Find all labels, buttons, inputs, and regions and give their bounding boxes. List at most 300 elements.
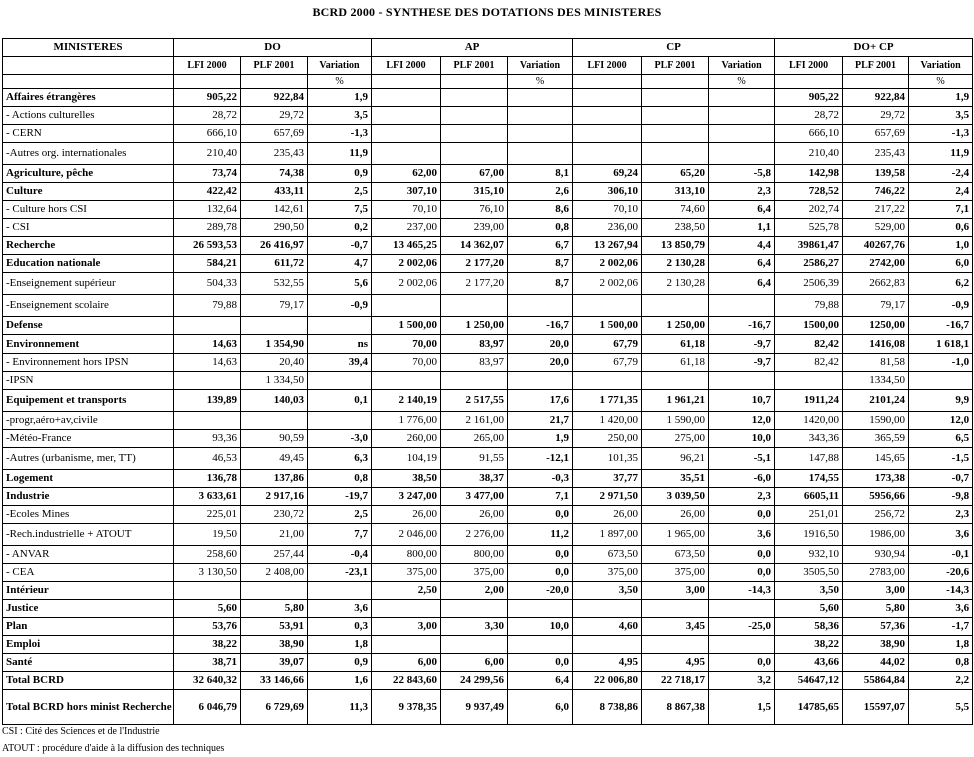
footnotes — [2, 723, 224, 757]
value-cell: 43,66 — [775, 654, 843, 672]
value-cell: 265,00 — [441, 430, 508, 448]
variation-cell: 3,2 — [709, 672, 775, 690]
value-cell: 19,50 — [174, 524, 241, 546]
variation-cell — [508, 125, 573, 143]
value-cell: 3,50 — [775, 582, 843, 600]
value-cell — [174, 412, 241, 430]
value-cell: 139,89 — [174, 390, 241, 412]
value-cell: 2 002,06 — [372, 255, 441, 273]
table-row — [3, 564, 973, 582]
variation-cell: 11,9 — [308, 143, 372, 165]
value-cell: 2 130,28 — [642, 255, 709, 273]
value-cell: 202,74 — [775, 201, 843, 219]
value-cell: 67,79 — [573, 335, 642, 354]
table-row — [3, 600, 973, 618]
value-cell: 91,55 — [441, 448, 508, 470]
variation-cell: -0,7 — [909, 470, 973, 488]
value-cell: 132,64 — [174, 201, 241, 219]
variation-cell: 1,6 — [308, 672, 372, 690]
value-cell: 258,60 — [174, 546, 241, 564]
value-cell: 1 771,35 — [573, 390, 642, 412]
value-cell: 3 633,61 — [174, 488, 241, 506]
pct-unit: % — [909, 75, 973, 89]
value-cell: 210,40 — [775, 143, 843, 165]
subheader-cell: LFI 2000 — [775, 57, 843, 75]
value-cell: 37,77 — [573, 470, 642, 488]
value-cell: 3,00 — [642, 582, 709, 600]
variation-cell: 7,1 — [508, 488, 573, 506]
value-cell: 46,53 — [174, 448, 241, 470]
value-cell — [372, 89, 441, 107]
value-cell: 1420,00 — [775, 412, 843, 430]
value-cell: 79,88 — [174, 295, 241, 317]
table-row — [3, 690, 973, 725]
value-cell: 3 039,50 — [642, 488, 709, 506]
value-cell — [441, 600, 508, 618]
value-cell: 83,97 — [441, 354, 508, 372]
value-cell: 5,80 — [843, 600, 909, 618]
value-cell: 1 897,00 — [573, 524, 642, 546]
variation-cell: 5,6 — [308, 273, 372, 295]
variation-cell: 2,6 — [508, 183, 573, 201]
subheader-cell: LFI 2000 — [573, 57, 642, 75]
pct-unit: % — [308, 75, 372, 89]
value-cell: 26 593,53 — [174, 237, 241, 255]
row-label: -IPSN — [3, 372, 174, 390]
value-cell: 3505,50 — [775, 564, 843, 582]
subheader-cell: Variation — [909, 57, 973, 75]
variation-cell: 6,0 — [909, 255, 973, 273]
row-label: Recherche — [3, 237, 174, 255]
value-cell: 1 500,00 — [372, 317, 441, 335]
table-row — [3, 237, 973, 255]
value-cell: 9 937,49 — [441, 690, 508, 725]
table-row — [3, 335, 973, 354]
value-cell: 33 146,66 — [241, 672, 308, 690]
variation-cell: 8,6 — [508, 201, 573, 219]
variation-cell: -0,9 — [308, 295, 372, 317]
table-row — [3, 672, 973, 690]
value-cell: 53,91 — [241, 618, 308, 636]
value-cell: 70,10 — [573, 201, 642, 219]
value-cell: 666,10 — [775, 125, 843, 143]
value-cell: 3,45 — [642, 618, 709, 636]
subheader-cell: Variation — [308, 57, 372, 75]
value-cell: 74,38 — [241, 165, 308, 183]
ministeres-header: MINISTERES — [3, 39, 174, 57]
table-row — [3, 295, 973, 317]
variation-cell: 3,5 — [308, 107, 372, 125]
table-row — [3, 582, 973, 600]
value-cell: 39861,47 — [775, 237, 843, 255]
value-cell — [372, 600, 441, 618]
variation-cell: 6,3 — [308, 448, 372, 470]
value-cell: 5,60 — [775, 600, 843, 618]
variation-cell: 7,7 — [308, 524, 372, 546]
value-cell: 83,97 — [441, 335, 508, 354]
variation-cell: 11,9 — [909, 143, 973, 165]
row-label: Intérieur — [3, 582, 174, 600]
variation-cell: -0,7 — [308, 237, 372, 255]
variation-cell: 10,0 — [508, 618, 573, 636]
value-cell: 225,01 — [174, 506, 241, 524]
variation-cell: 17,6 — [508, 390, 573, 412]
value-cell: 1416,08 — [843, 335, 909, 354]
value-cell — [441, 125, 508, 143]
variation-cell: 1,1 — [709, 219, 775, 237]
value-cell: 313,10 — [642, 183, 709, 201]
value-cell: 8 738,86 — [573, 690, 642, 725]
value-cell: 28,72 — [174, 107, 241, 125]
value-cell: 230,72 — [241, 506, 308, 524]
value-cell — [573, 107, 642, 125]
table-row — [3, 506, 973, 524]
value-cell — [642, 143, 709, 165]
value-cell: 81,58 — [843, 354, 909, 372]
row-label: Total BCRD hors minist Recherche — [3, 690, 174, 725]
row-label: -Autres org. internationales — [3, 143, 174, 165]
variation-cell: 6,4 — [709, 255, 775, 273]
value-cell: 21,00 — [241, 524, 308, 546]
value-cell: 104,19 — [372, 448, 441, 470]
value-cell: 2506,39 — [775, 273, 843, 295]
variation-cell: -23,1 — [308, 564, 372, 582]
variation-cell — [508, 600, 573, 618]
variation-cell — [508, 107, 573, 125]
pct-spacer — [372, 75, 441, 89]
table-row — [3, 430, 973, 448]
row-label: - Culture hors CSI — [3, 201, 174, 219]
value-cell: 932,10 — [775, 546, 843, 564]
value-cell: 1 334,50 — [241, 372, 308, 390]
value-cell: 2,50 — [372, 582, 441, 600]
row-label: -progr,aéro+av,civile — [3, 412, 174, 430]
subheader-cell: LFI 2000 — [372, 57, 441, 75]
value-cell — [372, 143, 441, 165]
row-label: -Rech.industrielle + ATOUT — [3, 524, 174, 546]
value-cell — [573, 372, 642, 390]
value-cell: 54647,12 — [775, 672, 843, 690]
variation-cell: 7,5 — [308, 201, 372, 219]
variation-cell: 2,3 — [709, 488, 775, 506]
value-cell: 35,51 — [642, 470, 709, 488]
variation-cell: 8,7 — [508, 273, 573, 295]
variation-cell: 2,2 — [909, 672, 973, 690]
table-row — [3, 488, 973, 506]
value-cell: 101,35 — [573, 448, 642, 470]
value-cell: 26 416,97 — [241, 237, 308, 255]
value-cell: 8 867,38 — [642, 690, 709, 725]
subheader-cell: Variation — [508, 57, 573, 75]
value-cell: 2 276,00 — [441, 524, 508, 546]
variation-cell: 1 618,1 — [909, 335, 973, 354]
value-cell: 32 640,32 — [174, 672, 241, 690]
value-cell — [441, 143, 508, 165]
value-cell — [441, 89, 508, 107]
value-cell: 2 408,00 — [241, 564, 308, 582]
subheader-cell: PLF 2001 — [843, 57, 909, 75]
variation-cell: 1,8 — [308, 636, 372, 654]
value-cell: 375,00 — [642, 564, 709, 582]
pct-spacer — [241, 75, 308, 89]
value-cell: 235,43 — [843, 143, 909, 165]
group-header-do: DO — [174, 39, 372, 57]
table-row — [3, 201, 973, 219]
value-cell: 237,00 — [372, 219, 441, 237]
row-label: Plan — [3, 618, 174, 636]
variation-cell — [709, 125, 775, 143]
variation-cell: -25,0 — [709, 618, 775, 636]
value-cell: 74,60 — [642, 201, 709, 219]
row-label: - Environnement hors IPSN — [3, 354, 174, 372]
variation-cell: 1,5 — [709, 690, 775, 725]
value-cell: 1 354,90 — [241, 335, 308, 354]
variation-cell: 0,2 — [308, 219, 372, 237]
value-cell: 93,36 — [174, 430, 241, 448]
value-cell: 2,00 — [441, 582, 508, 600]
table-header — [3, 39, 973, 89]
value-cell: 142,98 — [775, 165, 843, 183]
row-label: -Enseignement scolaire — [3, 295, 174, 317]
pct-spacer — [775, 75, 843, 89]
variation-cell: 6,4 — [508, 672, 573, 690]
variation-cell: 0,9 — [308, 165, 372, 183]
value-cell: 6605,11 — [775, 488, 843, 506]
value-cell: 57,36 — [843, 618, 909, 636]
value-cell: 69,24 — [573, 165, 642, 183]
variation-cell: -9,7 — [709, 354, 775, 372]
variation-cell: 10,0 — [709, 430, 775, 448]
value-cell: 13 850,79 — [642, 237, 709, 255]
variation-cell: -0,3 — [508, 470, 573, 488]
variation-cell: -20,6 — [909, 564, 973, 582]
value-cell: 2 177,20 — [441, 273, 508, 295]
variation-cell: ns — [308, 335, 372, 354]
variation-cell: 5,5 — [909, 690, 973, 725]
value-cell: 2101,24 — [843, 390, 909, 412]
value-cell: 26,00 — [642, 506, 709, 524]
value-cell: 256,72 — [843, 506, 909, 524]
group-header-cp: CP — [573, 39, 775, 57]
header-spacer — [3, 57, 174, 75]
value-cell: 289,78 — [174, 219, 241, 237]
value-cell: 61,18 — [642, 354, 709, 372]
value-cell: 174,55 — [775, 470, 843, 488]
value-cell: 1500,00 — [775, 317, 843, 335]
page-title: BCRD 2000 - SYNTHESE DES DOTATIONS DES MINISTERES — [312, 5, 662, 19]
variation-cell: 11,3 — [308, 690, 372, 725]
value-cell: 1 590,00 — [642, 412, 709, 430]
variation-cell: 6,7 — [508, 237, 573, 255]
value-cell: 1334,50 — [843, 372, 909, 390]
value-cell: 39,07 — [241, 654, 308, 672]
value-cell: 433,11 — [241, 183, 308, 201]
variation-cell: 8,7 — [508, 255, 573, 273]
value-cell: 22 843,60 — [372, 672, 441, 690]
value-cell: 29,72 — [241, 107, 308, 125]
value-cell: 275,00 — [642, 430, 709, 448]
value-cell: 3,00 — [372, 618, 441, 636]
value-cell: 38,50 — [372, 470, 441, 488]
value-cell: 5,80 — [241, 600, 308, 618]
value-cell — [642, 372, 709, 390]
value-cell: 38,90 — [241, 636, 308, 654]
value-cell: 4,60 — [573, 618, 642, 636]
value-cell: 657,69 — [241, 125, 308, 143]
value-cell: 2 130,28 — [642, 273, 709, 295]
value-cell: 2 002,06 — [372, 273, 441, 295]
row-label: -Ecoles Mines — [3, 506, 174, 524]
value-cell: 2 971,50 — [573, 488, 642, 506]
table-row — [3, 255, 973, 273]
row-label: Logement — [3, 470, 174, 488]
variation-cell: 6,0 — [508, 690, 573, 725]
value-cell: 673,50 — [642, 546, 709, 564]
value-cell: 307,10 — [372, 183, 441, 201]
variation-cell: 4,4 — [709, 237, 775, 255]
value-cell — [372, 125, 441, 143]
variation-cell: 7,1 — [909, 201, 973, 219]
value-cell: 235,43 — [241, 143, 308, 165]
value-cell: 3,50 — [573, 582, 642, 600]
variation-cell: -0,4 — [308, 546, 372, 564]
value-cell: 6,00 — [372, 654, 441, 672]
variation-cell: 2,3 — [909, 506, 973, 524]
value-cell: 1911,24 — [775, 390, 843, 412]
variation-cell: -16,7 — [709, 317, 775, 335]
group-header-ap: AP — [372, 39, 573, 57]
value-cell — [241, 317, 308, 335]
table-row — [3, 354, 973, 372]
value-cell — [174, 372, 241, 390]
variation-cell: 0,0 — [508, 654, 573, 672]
variation-cell: 3,6 — [709, 524, 775, 546]
variation-cell: -9,7 — [709, 335, 775, 354]
value-cell — [441, 107, 508, 125]
value-cell — [642, 107, 709, 125]
variation-cell: -3,0 — [308, 430, 372, 448]
table-row — [3, 390, 973, 412]
variation-cell: 0,0 — [709, 564, 775, 582]
value-cell: 79,17 — [241, 295, 308, 317]
value-cell: 746,22 — [843, 183, 909, 201]
row-label: - CERN — [3, 125, 174, 143]
variation-cell: -14,3 — [709, 582, 775, 600]
variation-cell: 0,0 — [508, 546, 573, 564]
variation-cell — [308, 317, 372, 335]
subheader-cell: LFI 2000 — [174, 57, 241, 75]
row-label: -Enseignement supérieur — [3, 273, 174, 295]
value-cell: 20,40 — [241, 354, 308, 372]
value-cell: 1986,00 — [843, 524, 909, 546]
value-cell: 49,45 — [241, 448, 308, 470]
value-cell: 61,18 — [642, 335, 709, 354]
variation-cell: -0,9 — [909, 295, 973, 317]
variation-cell: 0,8 — [308, 470, 372, 488]
variation-cell: -1,3 — [308, 125, 372, 143]
row-label: - CEA — [3, 564, 174, 582]
value-cell: 22 718,17 — [642, 672, 709, 690]
variation-cell: -20,0 — [508, 582, 573, 600]
value-cell — [372, 295, 441, 317]
pct-spacer — [441, 75, 508, 89]
variation-cell — [709, 295, 775, 317]
value-cell: 250,00 — [573, 430, 642, 448]
variation-cell: 20,0 — [508, 354, 573, 372]
value-cell: 6 046,79 — [174, 690, 241, 725]
value-cell: 260,00 — [372, 430, 441, 448]
variation-cell: 2,5 — [308, 183, 372, 201]
value-cell — [372, 372, 441, 390]
value-cell: 306,10 — [573, 183, 642, 201]
variation-cell: 20,0 — [508, 335, 573, 354]
value-cell: 14,63 — [174, 335, 241, 354]
value-cell: 422,42 — [174, 183, 241, 201]
table-row — [3, 448, 973, 470]
value-cell: 251,01 — [775, 506, 843, 524]
value-cell: 38,22 — [775, 636, 843, 654]
variation-cell: 1,0 — [909, 237, 973, 255]
value-cell: 26,00 — [441, 506, 508, 524]
value-cell — [642, 636, 709, 654]
value-cell: 26,00 — [573, 506, 642, 524]
value-cell — [775, 372, 843, 390]
value-cell: 1916,50 — [775, 524, 843, 546]
value-cell — [642, 295, 709, 317]
variation-cell — [308, 412, 372, 430]
row-label: - Actions culturelles — [3, 107, 174, 125]
value-cell: 1 250,00 — [441, 317, 508, 335]
footnote-csi: CSI : Cité des Sciences et de l'Industrie — [2, 726, 160, 737]
value-cell: 238,50 — [642, 219, 709, 237]
variation-cell: -2,4 — [909, 165, 973, 183]
variation-cell — [709, 600, 775, 618]
table-row — [3, 524, 973, 546]
value-cell: 1 250,00 — [642, 317, 709, 335]
value-cell: 6,00 — [441, 654, 508, 672]
variation-cell — [709, 636, 775, 654]
value-cell: 529,00 — [843, 219, 909, 237]
variation-cell: 0,3 — [308, 618, 372, 636]
value-cell: 9 378,35 — [372, 690, 441, 725]
value-cell: 3 130,50 — [174, 564, 241, 582]
value-cell — [372, 107, 441, 125]
variation-cell: 0,8 — [909, 654, 973, 672]
value-cell: 2 161,00 — [441, 412, 508, 430]
variation-cell: -1,3 — [909, 125, 973, 143]
value-cell: 14,63 — [174, 354, 241, 372]
value-cell: 922,84 — [241, 89, 308, 107]
variation-cell: -1,7 — [909, 618, 973, 636]
subheader-cell: PLF 2001 — [241, 57, 308, 75]
variation-cell: 8,1 — [508, 165, 573, 183]
value-cell: 666,10 — [174, 125, 241, 143]
variation-cell: 3,5 — [909, 107, 973, 125]
variation-cell — [508, 372, 573, 390]
table-row — [3, 143, 973, 165]
value-cell: 67,79 — [573, 354, 642, 372]
header-spacer — [3, 75, 174, 89]
table-row — [3, 636, 973, 654]
variation-cell: 0,0 — [709, 506, 775, 524]
value-cell: 44,02 — [843, 654, 909, 672]
value-cell: 800,00 — [372, 546, 441, 564]
value-cell: 65,20 — [642, 165, 709, 183]
table-body — [3, 89, 973, 725]
variation-cell — [508, 143, 573, 165]
value-cell: 1 961,21 — [642, 390, 709, 412]
row-label: Industrie — [3, 488, 174, 506]
